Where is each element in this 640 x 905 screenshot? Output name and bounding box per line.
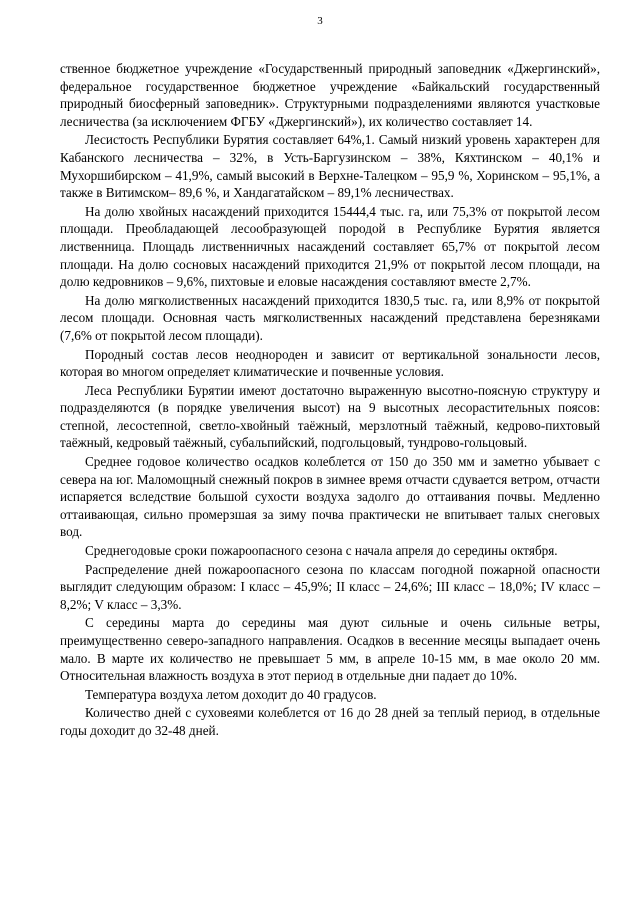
paragraph: С середины марта до середины мая дуют сильные и очень сильные ветры, преимущественно северо-западного направления. Осадков в весенние месяцы выпадает очень мало. В марте их количество не превышает 5 мм, в апреле 10-15 мм, в мае около 20 мм. Относительная влажность воздуха в этот период в отдельные дни падает до 10%.	[60, 615, 600, 684]
paragraph: Количество дней с суховеями колеблется от 16 до 28 дней за теплый период, в отдельные годы доходит до 32-48 дней.	[60, 705, 600, 738]
paragraph: ственное бюджетное учреждение «Государственный природный заповедник «Джергинский», федеральное государственное бюджетное учреждение «Байкальский государственный природный биосферный заповедник». Структурными подразделениями являются участковые лесничества (за исключением ФГБУ «Джергинский»), их количество составляет 14.	[60, 61, 600, 129]
document-body	[60, 60, 600, 741]
paragraph: Среднегодовые сроки пожароопасного сезона с начала апреля до середины октября.	[85, 543, 558, 559]
paragraph: Породный состав лесов неоднороден и зависит от вертикальной зональности лесов, которая во многом определяет климатические и почвенные условия.	[60, 346, 600, 380]
paragraph: На долю хвойных насаждений приходится 15444,4 тыс. га, или 75,3% от покрытой лесом площади. Преобладающей лесообразующей породой в Республике Бурятия является лиственница. Площадь лиственничных насаждений составляет 65,7% от покрытой лесом площади. На долю сосновых насаждений приходится 21,9% от покрытой лесом площади, на долю кедровников – 9,6%, пихтовые и еловые насаждения составляют вместе 2,7%.	[60, 203, 600, 290]
page-number: 3	[317, 15, 323, 27]
paragraph: Леса Республики Бурятии имеют достаточно выраженную высотно-поясную структуру и подразделяются (в порядке увеличения высот) на 9 высотных лесорастительных поясов: степной, лесостепной, светло-хвойный таёжный, мерзлотный таёжный, кедрово-пихтовый таёжный, кедровый таёжный, субальпийский, подгольцовый, тундрово-гольцовый.	[60, 382, 600, 451]
paragraph: Среднее годовое количество осадков колеблется от 150 до 350 мм и заметно убывает с севера на юг. Маломощный снежный покров в зимнее время отчасти сдувается ветром, отчасти испаряется вследствие большой сухости воздуха задолго до оттаивания почвы. Медленно оттаивающая, сильно промерзшая за зиму почва практически не впитывает талых снеговых вод.	[60, 454, 600, 540]
paragraph: Распределение дней пожароопасного сезона по классам погодной пожарной опасности выглядит следующим образом: I класс – 45,9%; II класс – 24,6%; III класс – 18,0%; IV класс – 8,2%; V класс – 3,3%.	[60, 561, 600, 612]
paragraph: На долю мягколиственных насаждений приходится 1830,5 тыс. га, или 8,9% от покрытой лесом площади. Основная часть мягколиственных насаждений представлена березняками (7,6% от покрытой лесом площади).	[60, 292, 600, 343]
paragraph: Температура воздуха летом доходит до 40 градусов.	[85, 686, 377, 702]
paragraph: Лесистость Республики Бурятия составляет 64%,1. Самый низкий уровень характерен для Кабанского лесничества – 32%, в Усть-Баргузинском – 38%, Кяхтинском – 40,1% и Мухоршибирском – 41,9%, самый высокий в Верхне-Талецком – 95,9 %, Хоринском – 95,1%, а также в Витимском– 89,6 %, и Хандагатайском – 89,1% лесничествах.	[60, 132, 600, 201]
